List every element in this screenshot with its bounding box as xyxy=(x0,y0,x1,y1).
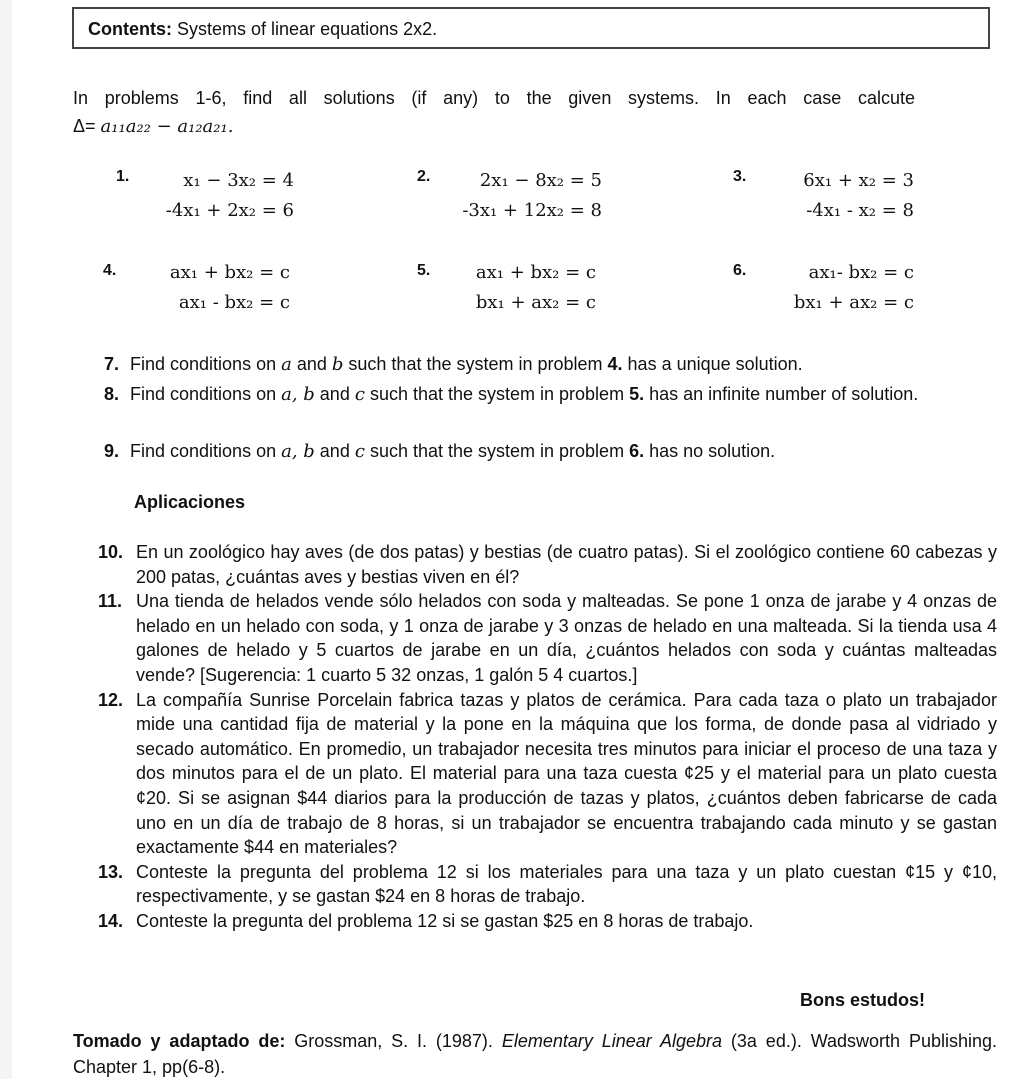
condition-7: 7. Find conditions on a and b such that the system in problem 4. has a unique solution. xyxy=(104,354,803,375)
contents-title: Systems of linear equations 2x2. xyxy=(177,19,438,39)
intro-text: In problems 1-6, find all solutions (if any) to the given systems. In each case calcute xyxy=(73,88,915,108)
application-13: 13. Conteste la pregunta del problema 12 si los materiales para una taza y un plato cuestan ¢15 y ¢10, respectivamente, y se gastan $24 en 8 horas de trabajo. xyxy=(98,861,997,907)
application-10: 10. En un zoológico hay aves (de dos patas) y bestias (de cuatro patas). Si el zoológico contiene 60 cabezas y 200 patas, ¿cuántas aves y bestias viven en él? xyxy=(98,542,997,587)
applications-heading: Aplicaciones xyxy=(134,492,246,512)
system-6-equations: ax₁- bx₂ = c bx₁ + ax₂ = c xyxy=(793,262,914,313)
determinant-formula: Δ= a₁₁a₂₂ − a₁₂a₂₁. xyxy=(73,116,234,137)
system-3: 3. xyxy=(733,168,747,185)
system-1: 1. xyxy=(116,168,130,185)
system-4-equations: ax₁ + bx₂ = c ax₁ - bx₂ = c xyxy=(169,262,290,313)
system-1-equations: x₁ − 3x₂ = 4 -4x₁ + 2x₂ = 6 xyxy=(165,170,294,221)
book-title: Elementary Linear Algebra xyxy=(501,1031,723,1051)
application-14: 14. Conteste la pregunta del problema 12 si se gastan $25 en 8 horas de trabajo. xyxy=(98,910,754,931)
contents-header-box xyxy=(72,7,990,49)
system-5-equations: ax₁ + bx₂ = c bx₁ + ax₂ = c xyxy=(475,262,596,313)
system-4: 4. xyxy=(103,262,117,279)
condition-9: 9. Find conditions on a, b and c such that the system in problem 6. has no solution. xyxy=(104,441,776,462)
page-gutter xyxy=(0,0,12,1079)
contents-label: Contents: xyxy=(88,19,172,39)
application-12: 12. La compañía Sunrise Porcelain fabrica tazas y platos de cerámica. Para cada taza o plato un trabajador mide una cantidad fija de material y la pone en la máquina que los forma, de donde pasa al vidriado y secado automático. En promedio, un trabajador necesita tres minutos para iniciar el proceso de una taza y dos minutos para el de un plato. El material para una taza cuesta ¢25 y el material para un plato cuesta ¢20. Si se asignan $44 diarios para la producción de tazas y platos, ¿cuántos deben fabricarse de cada uno en un día de trabajo de 8 horas, si un trabajador se encuentra trabajando cada minuto y se gastan exactamente $44 en materiales? xyxy=(98,689,997,858)
determinant-expression: a₁₁a₂₂ − a₁₂a₂₁. xyxy=(100,116,234,137)
source-citation: Tomado y adaptado de: Grossman, S. I. (1987). Elementary Linear Algebra (3a ed.). Wadsworth Publishing. Chapter 1, pp(6-8). xyxy=(73,1031,998,1077)
condition-8: 8. Find conditions on a, b and c such that the system in problem 5. has an infinite number of solution. xyxy=(104,384,919,405)
system-2-equations: 2x₁ − 8x₂ = 5 -3x₁ + 12x₂ = 8 xyxy=(462,170,602,221)
application-11: 11. Una tienda de helados vende sólo helados con soda y malteadas. Se pone 1 onza de jarabe y 4 onzas de helado en un helado con soda, y 1 onza de jarabe y 3 onzas de helado en una malteada. Si la tienda usa 4 galones de helado y 5 cuartos de jarabe en un día, ¿cuántos helados con soda y cuántas malteadas vende? [Sugerencia: 1 cuarto 5 32 onzas, 1 galón 5 4 cuartos.] xyxy=(98,591,997,685)
applications-list xyxy=(98,540,997,934)
intro-paragraph xyxy=(73,86,915,139)
system-2: 2. xyxy=(417,168,431,185)
system-6: 6. xyxy=(733,262,747,279)
system-3-equations: 6x₁ + x₂ = 3 -4x₁ - x₂ = 8 xyxy=(803,170,914,221)
closing-text: Bons estudos! xyxy=(800,990,926,1010)
system-5: 5. xyxy=(417,262,431,279)
